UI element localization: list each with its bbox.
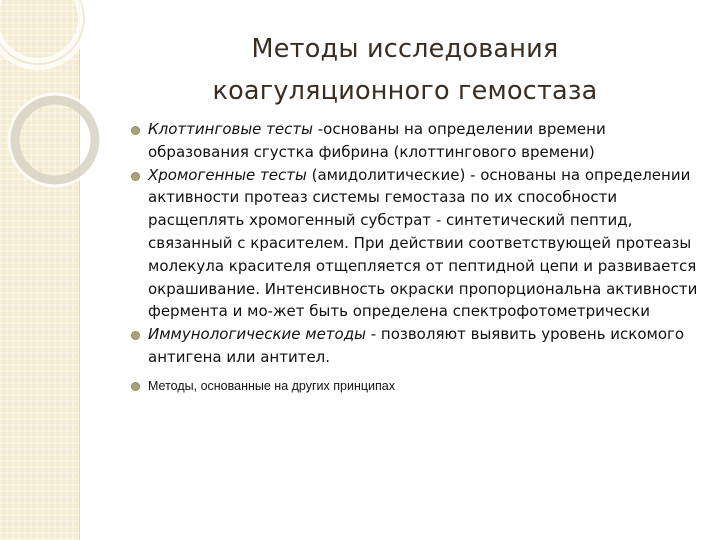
list-item: [148, 377, 708, 395]
bullet-list: [148, 118, 708, 395]
decorative-rings-icon: [0, 0, 120, 220]
bullet-dot-icon: [131, 331, 140, 340]
item-text: - позволяют выявить уровень искомого антигена или антител.: [148, 325, 685, 366]
page-title: [120, 28, 690, 112]
item-text: -основаны на определении времени образования сгустка фибрина (клоттингового времени): [148, 120, 606, 161]
bullet-dot-icon: [131, 382, 140, 391]
item-term: Иммунологические методы: [148, 325, 366, 344]
bullet-dot-icon: [131, 172, 140, 181]
item-text: (амидолитические) - основаны на определении активности протеаз системы гемостаза по их способности расщеплять хромогенный субстрат - синтетический пептид, связанный с красителем. При действии соответствующей протеазы молекула красителя отщепляется от пептидной цепи и развивается окрашивание. Интенсивность окраски пропорциональна активности фермента и мо-жет быть определена спектрофотометрически: [148, 165, 698, 321]
bullet-dot-icon: [131, 126, 140, 135]
title-line-2: коагуляционного гемостаза: [212, 76, 598, 106]
list-item: [148, 164, 708, 324]
item-term: Клоттинговые тесты: [148, 120, 313, 138]
list-item: [148, 118, 708, 164]
title-line-1: Методы исследования: [251, 34, 559, 64]
item-term: Хромогенные тесты: [148, 165, 307, 184]
list-item: [148, 323, 708, 369]
item-text: Методы, основанные на других принципах: [148, 378, 395, 393]
